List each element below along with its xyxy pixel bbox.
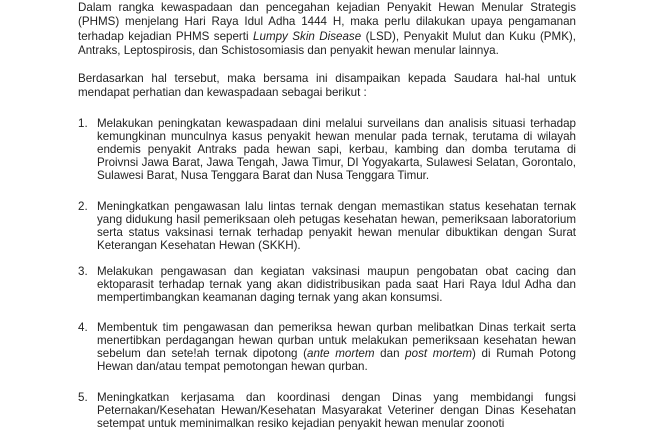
list-item-1	[78, 117, 576, 182]
list-number: 5.	[78, 391, 88, 404]
item-text-part: Membentuk tim pengawasan dan pemeriksa hewan qurban melibatkan Dinas terkait serta menertibkan perdagangan hewan qurban untuk melakukan pemeriksaan kesehatan hewan sebelum dan sete!ah ternak dipotong (	[97, 321, 576, 361]
list-number: 4.	[78, 321, 88, 334]
intro-paragraph-2: Berdasarkan hal tersebut, maka bersama ini disampaikan kepada Saudara hal-hal untuk mendapat perhatian dan kewaspadaan sebagai berikut :	[78, 72, 576, 100]
list-item-2	[78, 200, 576, 252]
list-item-text: Meningkatkan pengawasan lalu lintas ternak dengan memastikan status kesehatan ternak yang didukung hasil pemeriksaan oleh petugas kesehatan hewan, pemeriksaan laboratorium serta status vaksinasi ternak terhadap penyakit hewan menular dibuktikan dengan Surat Keterangan Kesehatan Hewan (SKKH).	[97, 200, 576, 253]
list-number: 2.	[78, 200, 88, 213]
post-mortem-italic: post mortem	[405, 347, 473, 361]
intro-text: Dalam rangka kewaspadaan dan pencegahan kejadian Penyakit Hewan Menular Strategis (PHMS) menjelang Hari Raya Idul Adha 1444 H, maka perlu dilakukan upaya pengamanan terhadap kejadian PHMS seperti	[78, 1, 576, 43]
list-item-5	[78, 391, 576, 430]
intro-text-cont: (LSD), Penyakit Mulut dan Kuku (PMK), Antraks, Leptospirosis, dan Schistosomiasis dan penyakit hewan menular lainnya.	[78, 29, 577, 58]
item-text-part: dan	[374, 347, 406, 361]
list-number: 1.	[78, 117, 88, 130]
list-item-text: Melakukan peningkatan kewaspadaan dini melalui surveilans dan analisis situasi terhadap kemungkinan munculnya kasus penyakit hewan menular pada ternak, terutama di wilayah endemis penyakit Antraks pada hewan sapi, kerbau, kambing dan domba terutama di Proivnsi Jawa Barat, Jawa Tengah, Jawa Timur, DI Yogyakarta, Sulawesi Selatan, Gorontalo, Sulawesi Barat, Nusa Tenggara Barat dan Nusa Tenggara Timur.	[97, 117, 576, 183]
disease-name-italic: Lumpy Skin Disease	[253, 29, 362, 43]
intro-paragraph-1	[78, 1, 576, 59]
list-item-text: Meningkatkan kerjasama dan koordinasi dengan Dinas yang membidangi fungsi Peternakan/Kesehatan Hewan/Kesehatan Masyarakat Veteriner dengan Dinas Kesehatan setempat untuk meminimalkan resiko kejadian penyakit hewan menular zoonoti	[97, 391, 576, 431]
list-item-text	[97, 321, 576, 373]
list-number: 3.	[78, 265, 88, 278]
ante-mortem-italic: ante mortem	[307, 347, 375, 361]
list-item-3	[78, 265, 576, 304]
list-item-text: Melakukan pengawasan dan kegiatan vaksinasi maupun pengobatan obat cacing dan ektoparasit terhadap ternak yang akan didistribusikan pada saat Hari Raya Idul Adha dan mempertimbangkan keamanan daging ternak yang akan konsumsi.	[97, 265, 576, 305]
list-item-4	[78, 321, 576, 373]
item-text-part: ) di Rumah Potong Hewan dan/atau tempat pemotongan hewan qurban.	[97, 347, 576, 374]
